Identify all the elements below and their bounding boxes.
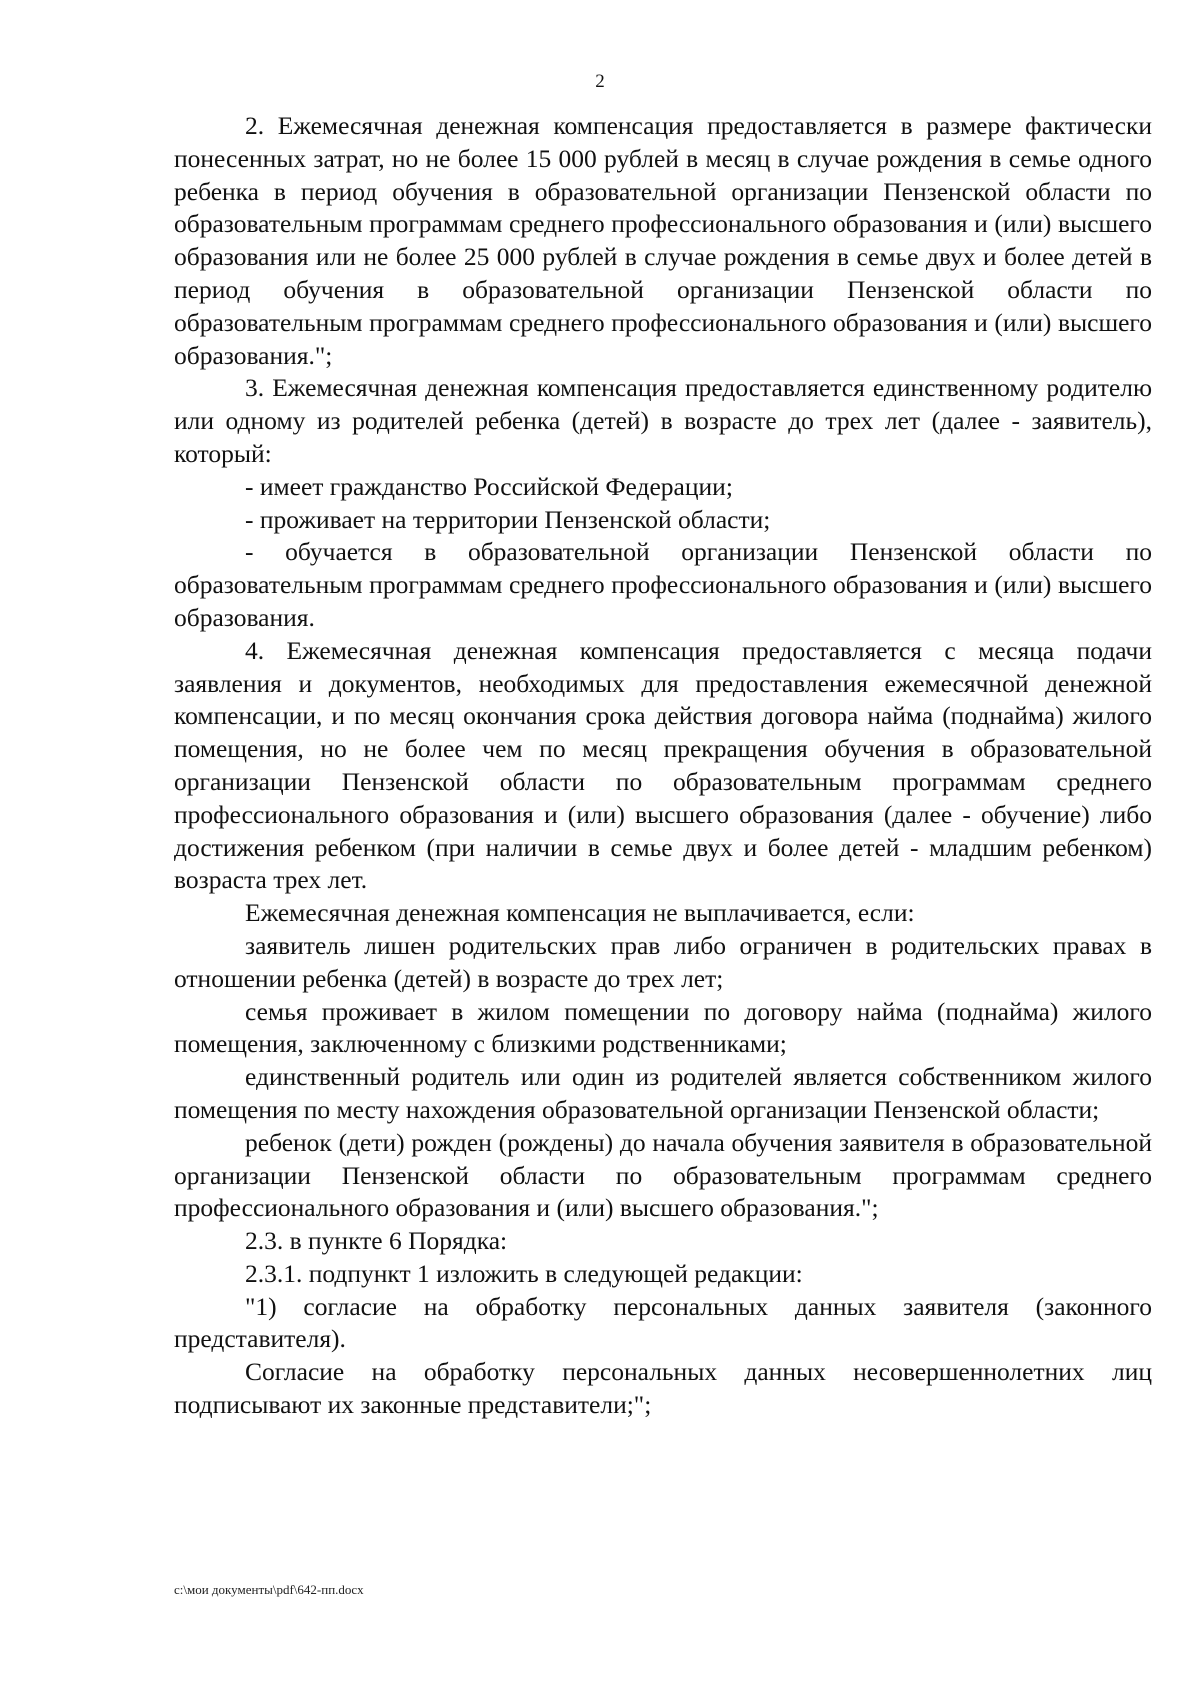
paragraph-item-3: 3. Ежемесячная денежная компенсация предоставляется единственному родителю или одному из родителей ребенка (детей) в возрасте до трех лет (далее - заявитель), который: — [174, 373, 1152, 468]
list-item-education: - обучается в образовательной организации Пензенской области по образовательным программам среднего профессионального образования и (или) высшего образования. — [174, 537, 1152, 632]
paragraph-condition-rights: заявитель лишен родительских прав либо ограничен в родительских правах в отношении ребенка (детей) в возрасте до трех лет; — [174, 930, 1152, 993]
paragraph-condition-owner: единственный родитель или один из родителей является собственником жилого помещения по месту нахождения образовательной организации Пензенской области; — [174, 1062, 1152, 1124]
paragraph-condition-birth: ребенок (дети) рожден (рождены) до начала обучения заявителя в образовательной организации Пензенской области по образовательным программам среднего профессионального образования и (или) высшего образования."; — [174, 1127, 1152, 1223]
list-item-residence: - проживает на территории Пензенской области; — [245, 504, 771, 534]
paragraph-condition-relatives: семья проживает в жилом помещении по договору найма (поднайма) жилого помещения, заключенному с близкими родственниками; — [174, 996, 1152, 1059]
paragraph-item-2: 2. Ежемесячная денежная компенсация предоставляется в размере фактически понесенных затрат, но не более 15 000 рублей в месяц в случае рождения в семье одного ребенка в период обучения в образовательной организации Пензенской области по образовательным программам среднего профессионального образования и (или) высшего образования или не более 25 000 рублей в случае рождения в семье двух и более детей в период обучения в образовательной организации Пензенской области по образовательным программам среднего профессионального образования и (или) высшего образования."; — [174, 111, 1152, 370]
paragraph-not-paid-intro: Ежемесячная денежная компенсация не выплачивается, если: — [245, 898, 915, 928]
paragraph-consent: "1) согласие на обработку персональных данных заявителя (законного представителя). — [174, 1291, 1152, 1354]
paragraph-item-4: 4. Ежемесячная денежная компенсация предоставляется с месяца подачи заявления и документов, необходимых для предоставления ежемесячной денежной компенсации, и по месяц окончания срока действия договора найма (поднайма) жилого помещения, но не более чем по месяц прекращения обучения в образовательной организации Пензенской области по образовательным программам среднего профессионального образования и (или) высшего образования (далее - обучение) либо достижения ребенком (при наличии в семье двух и более детей - младшим ребенком) возраста трех лет. — [174, 635, 1152, 895]
page-number: 2 — [595, 71, 605, 92]
paragraph-2-3: 2.3. в пункте 6 Порядка: — [245, 1226, 508, 1256]
paragraph-consent-minors: Согласие на обработку персональных данных несовершеннолетних лиц подписывают их законные представители;"; — [174, 1357, 1152, 1420]
footer-file-path: c:\мои документы\pdf\642-пп.docx — [174, 1582, 364, 1597]
paragraph-2-3-1: 2.3.1. подпункт 1 изложить в следующей редакции: — [245, 1258, 803, 1288]
document-body — [174, 110, 1152, 1422]
list-item-citizenship: - имеет гражданство Российской Федерации; — [245, 471, 733, 501]
